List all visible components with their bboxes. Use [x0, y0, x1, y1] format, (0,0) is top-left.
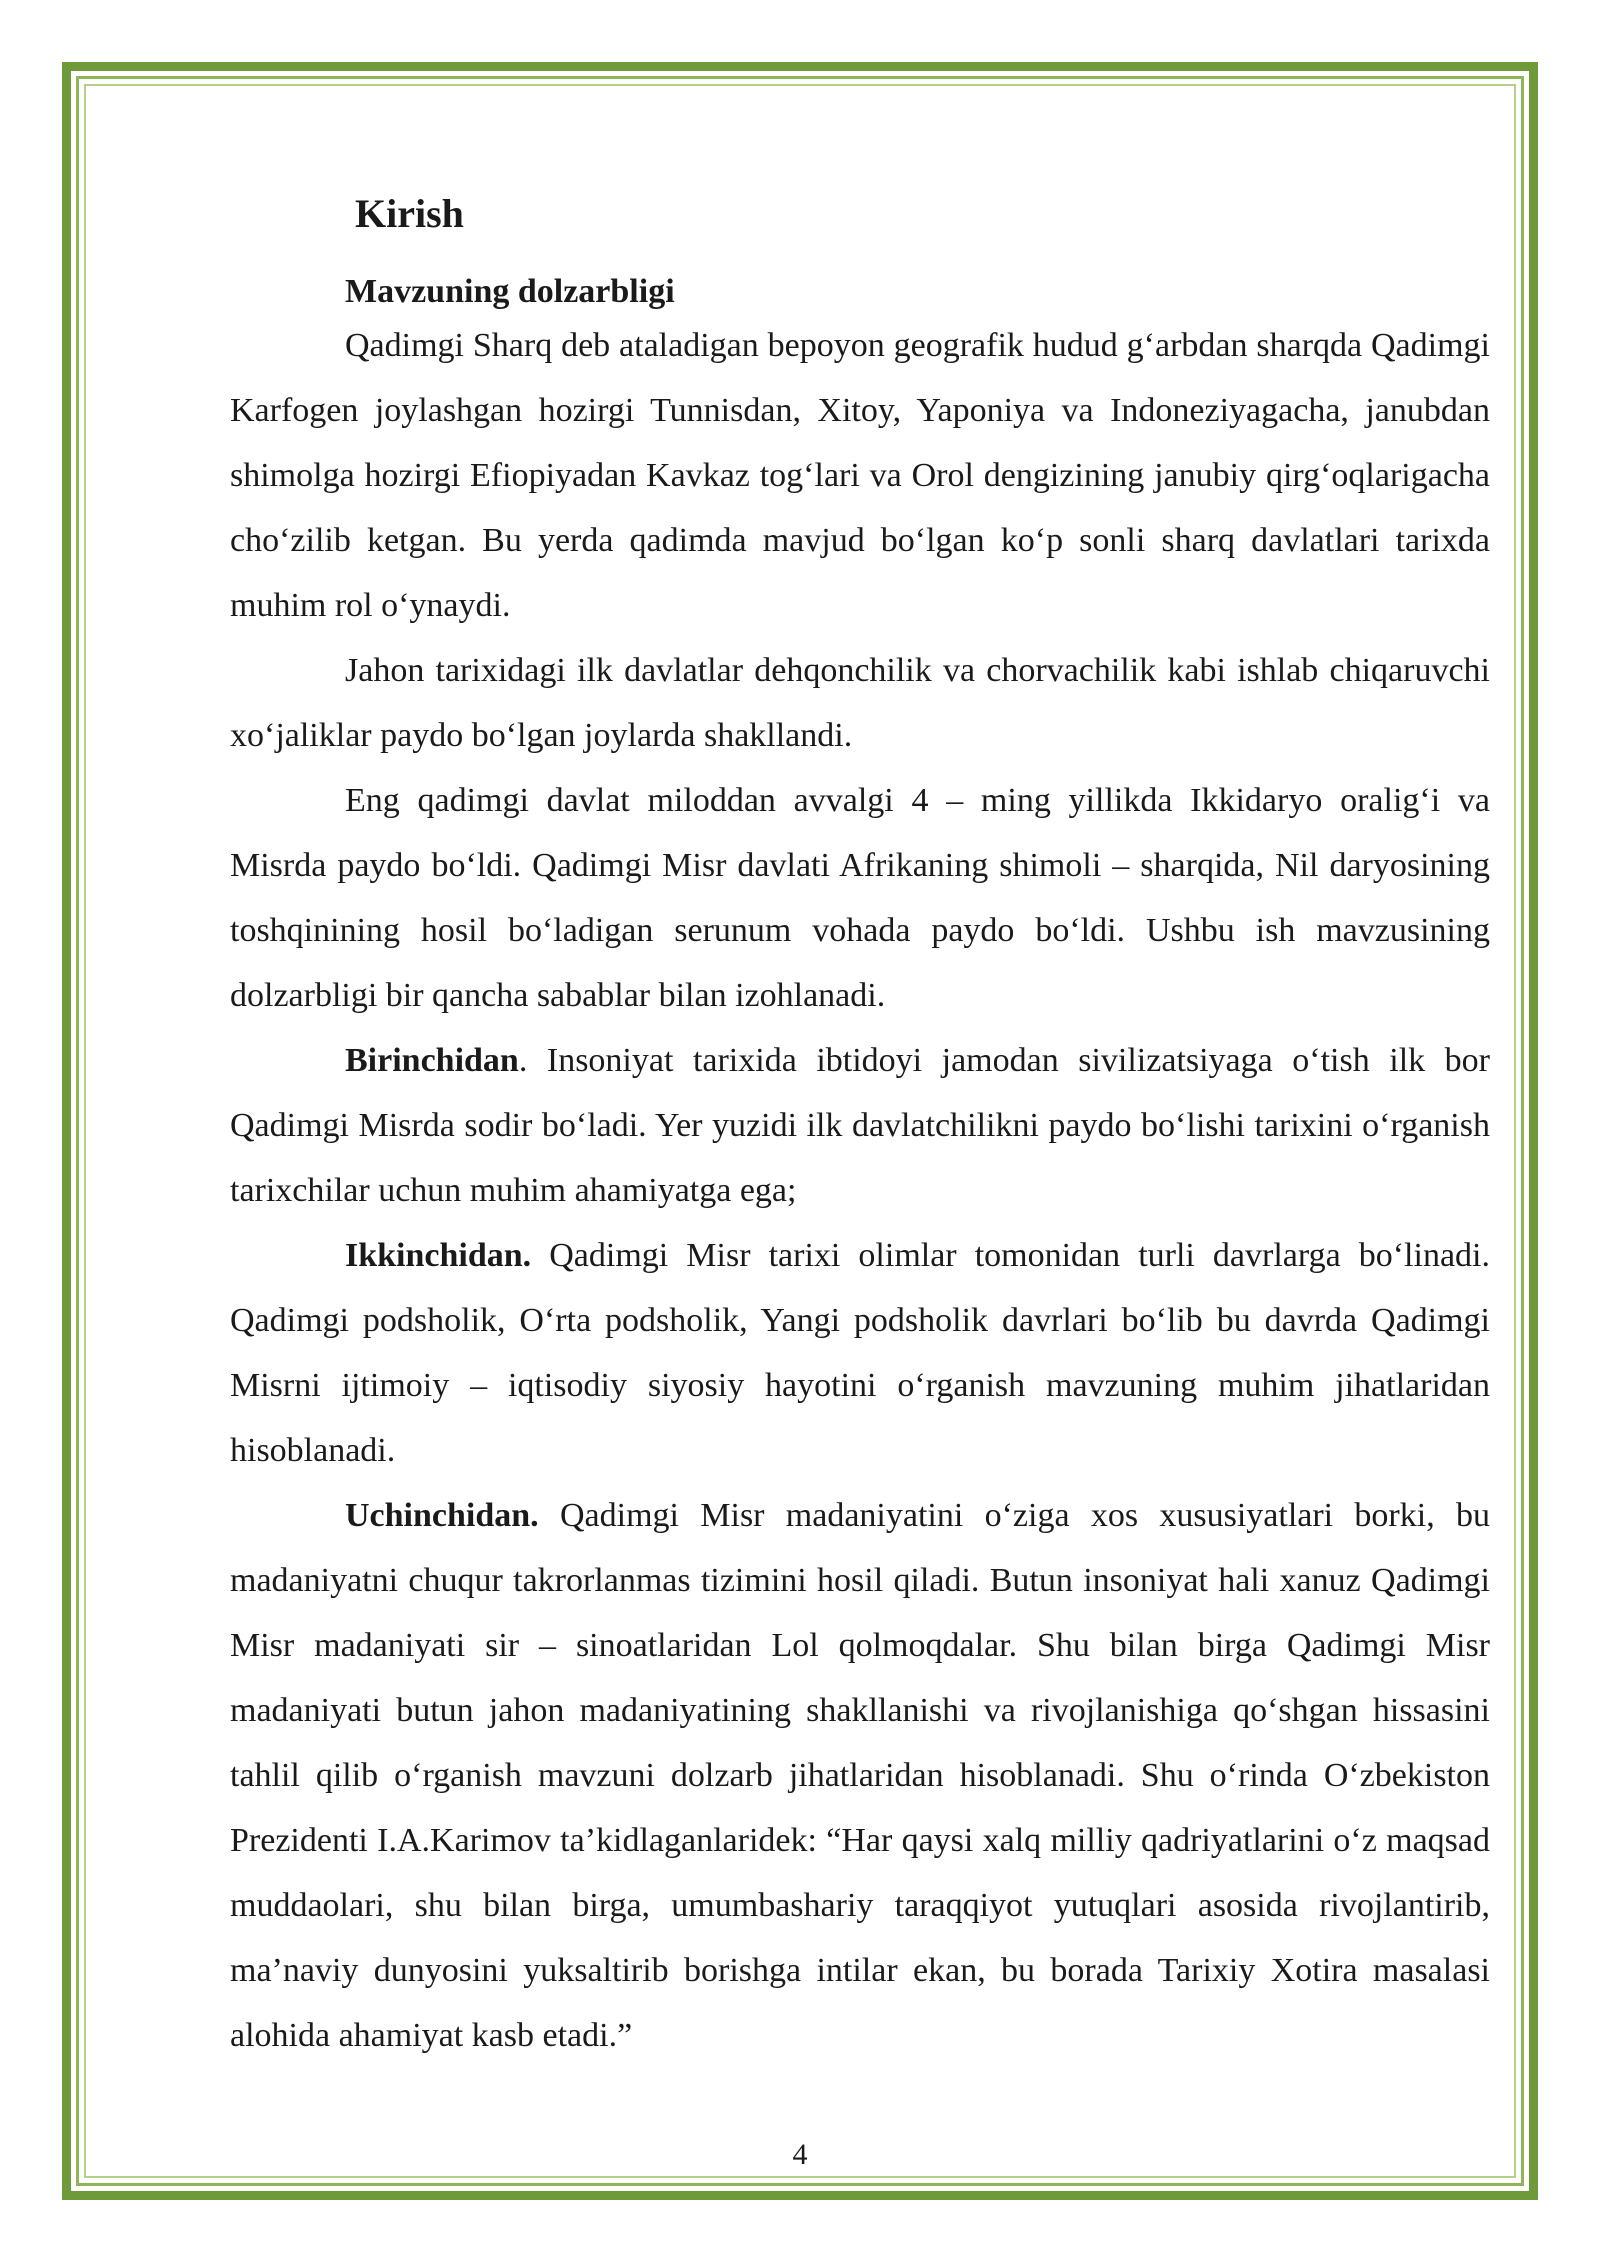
paragraph-lead: Ikkinchidan.: [345, 1236, 532, 1274]
paragraph-text: . Insoniyat tarixida ibtidoyi jamodan sivilizatsiyaga o‘tish ilk bor Qadimgi Misrda sodir bo‘ladi. Yer yuzidi ilk davlatchilikni paydo bo‘lishi tarixini o‘rganish tarixchilar uchun muhim ahamiyatga ega;: [230, 1041, 1490, 1209]
paragraph-1: [230, 313, 1490, 638]
paragraph-6: [230, 1483, 1490, 2068]
paragraph-lead: Uchinchidan.: [345, 1496, 539, 1534]
document-body: [230, 180, 1490, 2068]
paragraph-text: Qadimgi Sharq deb ataladigan bepoyon geografik hudud g‘arbdan sharqda Qadimgi Karfogen joylashgan hozirgi Tunnisdan, Xitoy, Yaponiya va Indoneziyagacha, janubdan shimolga hozirgi Efiopiyadan Kavkaz tog‘lari va Orol dengizining janubiy qirg‘oqlarigacha cho‘zilib ketgan. Bu yerda qadimda mavjud bo‘lgan ko‘p sonli sharq davlatlari tarixda muhim rol o‘ynaydi.: [230, 326, 1490, 624]
page-title: Kirish: [355, 191, 464, 236]
paragraph-text: Jahon tarixidagi ilk davlatlar dehqonchilik va chorvachilik kabi ishlab chiqaruvchi xo‘jaliklar paydo bo‘lgan joylarda shakllandi.: [230, 651, 1490, 754]
paragraph-2: [230, 638, 1490, 768]
page-number: 4: [792, 2138, 808, 2171]
paragraph-5: [230, 1223, 1490, 1483]
section-subtitle: Mavzuning dolzarbligi: [345, 273, 675, 310]
paragraph-text: Qadimgi Misr tarixi olimlar tomonidan turli davrlarga bo‘linadi. Qadimgi podsholik, O‘rta podsholik, Yangi podsholik davrlari bo‘lib bu davrda Qadimgi Misrni ijtimoiy – iqtisodiy siyosiy hayotini o‘rganish mavzuning muhim jihatlaridan hisoblanadi.: [230, 1236, 1490, 1469]
paragraph-text: Eng qadimgi davlat miloddan avvalgi 4 – ming yillikda Ikkidaryo oralig‘i va Misrda paydo bo‘ldi. Qadimgi Misr davlati Afrikaning shimoli – sharqida, Nil daryosining toshqinining hosil bo‘ladigan serunum vohada paydo bo‘ldi. Ushbu ish mavzusining dolzarbligi bir qancha sabablar bilan izohlanadi.: [230, 781, 1490, 1014]
paragraph-4: [230, 1028, 1490, 1223]
paragraph-lead: Birinchidan: [345, 1041, 519, 1079]
paragraph-3: [230, 768, 1490, 1028]
paragraph-text: Qadimgi Misr madaniyatini o‘ziga xos xususiyatlari borki, bu madaniyatni chuqur takrorlanmas tizimini hosil qiladi. Butun insoniyat hali xanuz Qadimgi Misr madaniyati sir – sinoatlaridan Lol qolmoqdalar. Shu bilan birga Qadimgi Misr madaniyati butun jahon madaniyatining shakllanishi va rivojlanishiga qo‘shgan hissasini tahlil qilib o‘rganish mavzuni dolzarb jihatlaridan hisoblanadi. Shu o‘rinda O‘zbekiston Prezidenti I.A.Karimov ta’kidlaganlaridek: “Har qaysi xalq milliy qadriyatlarini o‘z maqsad muddaolari, shu bilan birga, umumbashariy taraqqiyot yutuqlari asosida rivojlantirib, ma’naviy dunyosini yuksaltirib borishga intilar ekan, bu borada Tarixiy Xotira masalasi alohida ahamiyat kasb etadi.”: [230, 1496, 1490, 2054]
